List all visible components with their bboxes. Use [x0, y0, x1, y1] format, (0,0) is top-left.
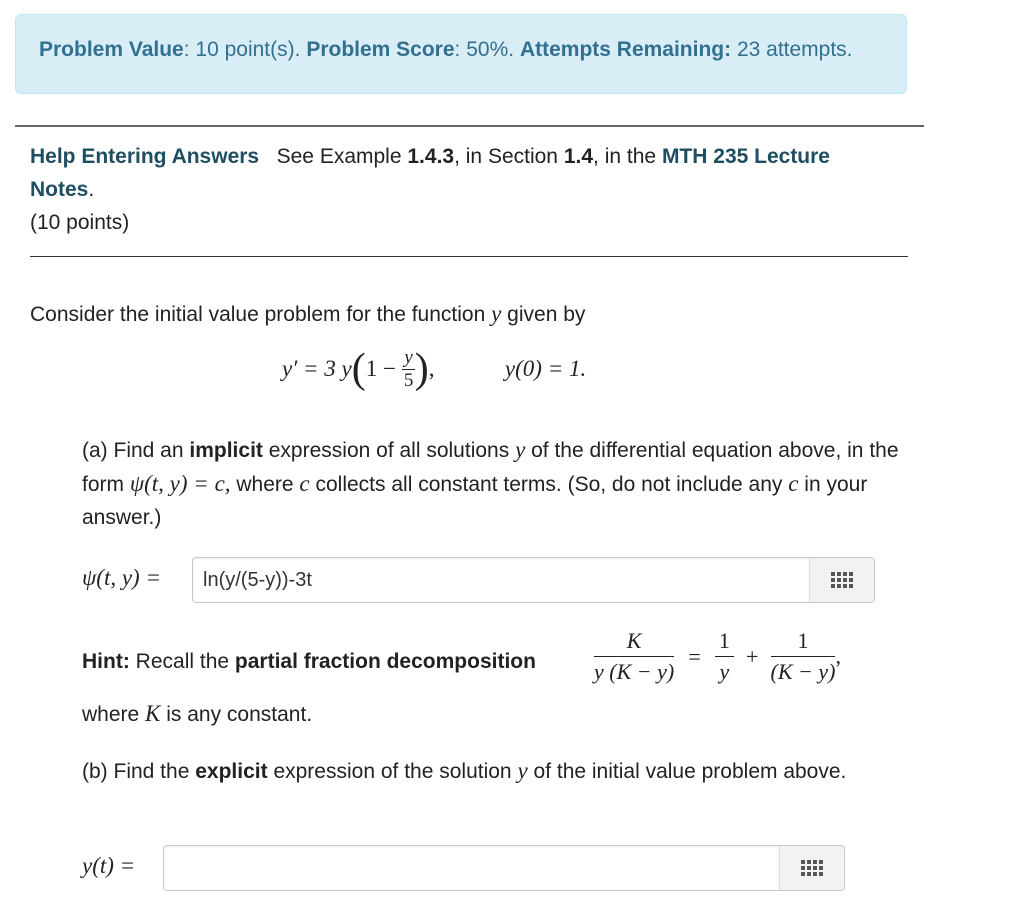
- initial-condition: y(0) = 1.: [504, 356, 587, 381]
- paren-close: ): [414, 346, 429, 392]
- answer-b-label-text: y(t) =: [82, 853, 136, 878]
- help-section-number: 1.4: [563, 145, 594, 168]
- answer-b-label: [82, 853, 135, 879]
- answer-a-input[interactable]: [192, 557, 810, 603]
- problem-value: : 10 point(s).: [183, 38, 301, 61]
- problem-info-box: [15, 14, 907, 94]
- hint-label: Hint:: [82, 650, 130, 673]
- lecture-notes-link[interactable]: MTH 235 Lecture Notes: [30, 145, 830, 201]
- divider-problem: [30, 256, 908, 257]
- hint-var-k: K: [145, 701, 161, 726]
- part-a-var-c2: c: [788, 471, 799, 496]
- partial-fraction-equation: [594, 626, 894, 696]
- attempts-remaining: 23 attempts.: [731, 38, 853, 61]
- help-entering-answers-link[interactable]: Help Entering Answers: [30, 145, 260, 168]
- ode-frac-num: y: [404, 346, 413, 368]
- part-a-t1: (a) Find an: [82, 439, 184, 462]
- equation-editor-button-b[interactable]: [779, 845, 845, 891]
- part-b-bold: explicit: [195, 760, 268, 783]
- help-period: .: [88, 178, 95, 201]
- hint-text: [82, 645, 602, 678]
- hint-t2: where: [82, 703, 140, 726]
- pf-frac-1: [594, 626, 674, 687]
- grid-icon: [801, 860, 823, 876]
- paren-open: (: [351, 346, 366, 392]
- ode-lhs: y′ = 3 y: [282, 356, 352, 381]
- equation-editor-button-a[interactable]: [809, 557, 875, 603]
- problem-score: : 50%.: [454, 38, 515, 61]
- ode-equation: y′ = 3 y(1 − $\frac{y}{5}$ ), y(0) = 1.: [282, 346, 587, 392]
- part-a-var-y: y: [515, 437, 526, 462]
- part-a-var-c: c: [299, 471, 310, 496]
- part-a-t5: collects all constant terms. (So, do not include any: [315, 473, 783, 496]
- answer-b-input[interactable]: [163, 845, 780, 891]
- part-a-t2: expression of all solutions: [268, 439, 510, 462]
- intro-var: y: [491, 301, 502, 326]
- pf-equals: =: [688, 643, 701, 669]
- pf-num-1: K: [594, 626, 674, 657]
- problem-score-label: Problem Score: [306, 38, 455, 61]
- part-a-t3: of the differential equation above, in the form: [82, 439, 899, 496]
- pf-plus: +: [746, 643, 759, 669]
- attempts-remaining-label: Attempts Remaining:: [519, 38, 732, 61]
- part-b-t1: (b) Find the: [82, 760, 190, 783]
- answer-a-label: [82, 565, 161, 591]
- ode-fraction: [402, 347, 414, 392]
- hint-where: [82, 697, 922, 731]
- pf-comma: ,: [835, 643, 841, 669]
- pf-den-3: (K − y): [770, 659, 836, 684]
- intro-text: Consider the initial value problem for the function: [30, 303, 486, 326]
- divider-top: [15, 125, 924, 127]
- part-a-t6: in your answer.): [82, 473, 868, 529]
- pf-frac-2: [715, 626, 734, 687]
- pf-num-3: 1: [771, 626, 836, 657]
- intro-end: given by: [507, 303, 586, 326]
- hint-t1: Recall the: [135, 650, 230, 673]
- answer-a-label-text: ψ(t, y) =: [82, 565, 161, 590]
- part-b-t3: of the initial value problem above.: [533, 760, 847, 783]
- help-see: See Example: [276, 145, 402, 168]
- pf-frac-3: [771, 626, 836, 687]
- part-a-form: ψ(t, y) = c,: [129, 471, 231, 496]
- pf-num-2: 1: [715, 626, 734, 657]
- ode-frac-den: 5: [403, 369, 414, 391]
- ode-one-minus: 1 −: [365, 356, 396, 381]
- grid-icon: [831, 572, 853, 588]
- pf-den-2: y: [719, 659, 730, 684]
- part-a-t4: where: [236, 473, 294, 496]
- part-a-text: [82, 433, 922, 534]
- part-b-text: [82, 754, 882, 788]
- help-in-the: , in the: [593, 145, 657, 168]
- pf-den-1: y (K − y): [594, 659, 675, 684]
- part-b-var-y: y: [517, 758, 528, 783]
- help-example: 1.4.3: [407, 145, 455, 168]
- part-a-bold: implicit: [189, 439, 263, 462]
- part-b-t2: expression of the solution: [273, 760, 512, 783]
- help-in-section: , in Section: [454, 145, 558, 168]
- problem-points: (10 points): [30, 211, 130, 234]
- hint-bold: partial fraction decomposition: [234, 650, 536, 673]
- problem-intro: [30, 298, 585, 331]
- problem-value-label: Problem Value: [39, 38, 184, 61]
- help-section: [30, 140, 890, 239]
- hint-t3: is any constant.: [166, 703, 313, 726]
